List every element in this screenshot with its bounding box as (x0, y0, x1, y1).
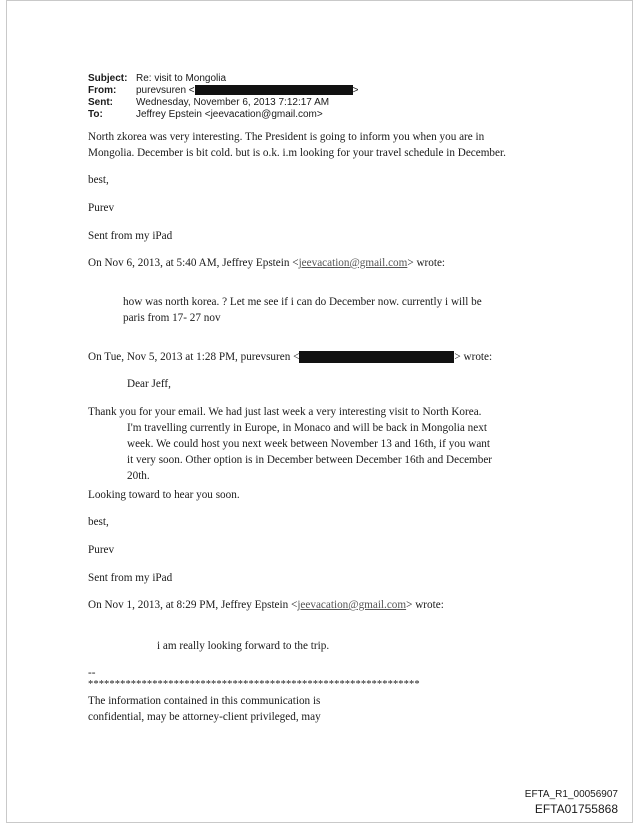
quoted-line: paris from 17- 27 nov (123, 312, 221, 324)
signoff-best: best, (88, 174, 109, 186)
from-label: From: (88, 85, 117, 96)
sent-from-ipad: Sent from my iPad (88, 572, 173, 584)
body-line: North zkorea was very interesting. The President is going to inform you when you are in (88, 131, 485, 143)
body-line: 20th. (127, 470, 150, 482)
sent-value: Wednesday, November 6, 2013 7:12:17 AM (136, 97, 330, 108)
redaction-bar (299, 351, 454, 363)
quoted-line: how was north korea. ? Let me see if i can do December now. currently i will be (123, 296, 482, 308)
email-link[interactable]: jeevacation@gmail.com (297, 599, 407, 611)
disclaimer-line: The information contained in this communication is (88, 695, 321, 707)
from-value (136, 85, 359, 96)
subject-value: Re: visit to Mongolia (136, 73, 227, 84)
signoff-name: Purev (88, 544, 115, 556)
body-line: Looking toward to hear you soon. (88, 489, 240, 501)
quote-header-3: On Nov 1, 2013, at 8:29 PM, Jeffrey Epstein <jeevacation@gmail.com> wrote: (88, 599, 444, 611)
greeting: Dear Jeff, (127, 378, 171, 390)
sent-from-ipad: Sent from my iPad (88, 230, 173, 242)
body-line: I'm travelling currently in Europe, in Monaco and will be back in Mongolia next (127, 422, 487, 434)
bates-number-1: EFTA_R1_00056907 (524, 789, 618, 800)
to-label: To: (88, 109, 103, 120)
quoted-line: i am really looking forward to the trip. (157, 640, 330, 652)
redaction-bar (195, 85, 353, 95)
quote-header-1: On Nov 6, 2013, at 5:40 AM, Jeffrey Epstein <jeevacation@gmail.com> wrote: (88, 257, 446, 269)
body-line: Thank you for your email. We had just last week a very interesting visit to North Korea. (88, 406, 482, 418)
to-value: Jeffrey Epstein <jeevacation@gmail.com> (136, 109, 323, 120)
body-line: it very soon. Other option is in December between December 16th and December (127, 454, 493, 466)
signature-dash: -- (88, 667, 96, 679)
subject-label: Subject: (88, 73, 128, 84)
signoff-best: best, (88, 516, 109, 528)
sent-label: Sent: (88, 97, 113, 108)
signoff-name: Purev (88, 202, 115, 214)
email-link[interactable]: jeevacation@gmail.com (298, 257, 408, 269)
disclaimer-line: confidential, may be attorney-client privileged, may (88, 711, 321, 723)
bates-number-2: EFTA01755868 (534, 802, 618, 816)
from-end: > (352, 85, 359, 96)
quote-header-2: On Tue, Nov 5, 2013 at 1:28 PM, purevsuren < > wrote: (88, 351, 493, 363)
body-line: week. We could host you next week between November 13 and 16th, if you want (127, 438, 491, 450)
body-line: Mongolia. December is bit cold. but is o.k. i.m looking for your travel schedule in December. (88, 147, 506, 159)
asterisk-divider: ************************************************************** (88, 679, 420, 690)
from-name: purevsuren < (136, 85, 195, 96)
